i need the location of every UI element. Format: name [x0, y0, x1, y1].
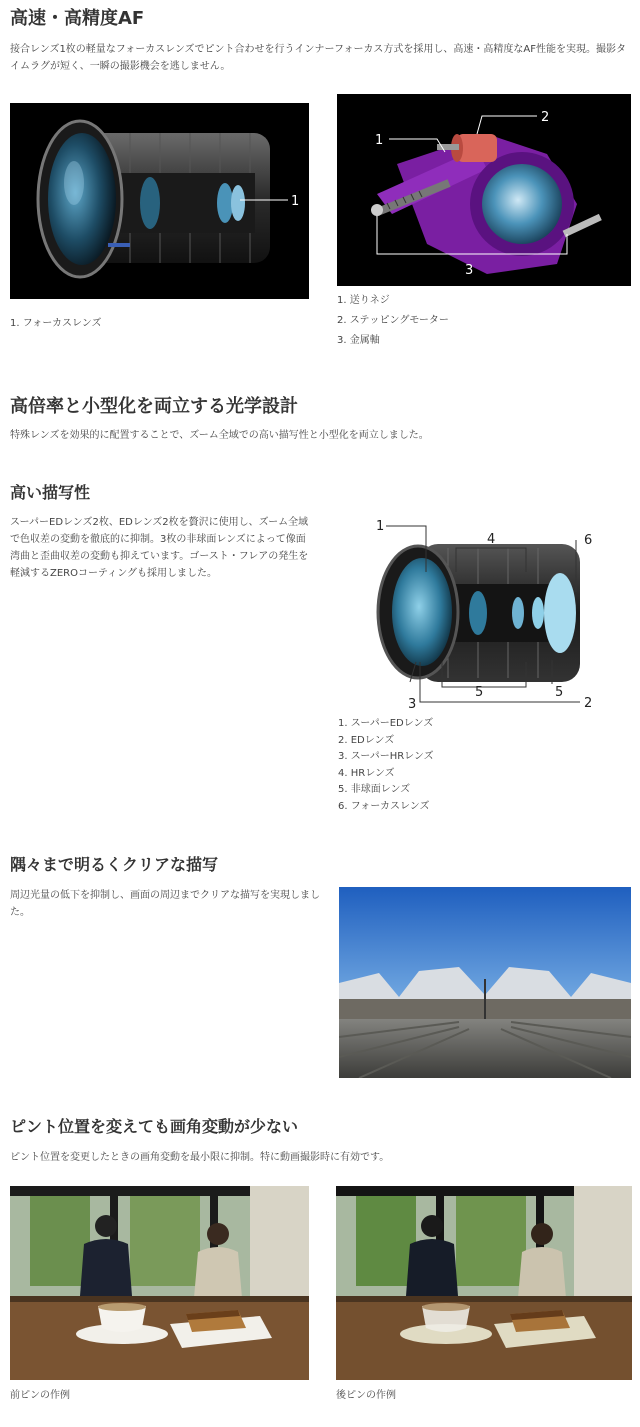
figure2-captions	[337, 292, 449, 349]
optics-caption-2: 2. EDレンズ	[338, 734, 395, 746]
back-focus-sample-photo	[336, 1186, 632, 1380]
section-title-af: 高速・高精度AF	[10, 8, 145, 29]
front-focus-caption: 前ピンの作例	[10, 1390, 70, 1401]
figure2-caption-3: 3. 金属軸	[337, 335, 380, 346]
optics-captions	[338, 716, 434, 816]
optics-callout-3: 3	[408, 697, 417, 712]
section-body-af: 接合レンズ1枚の軽量なフォーカスレンズでピント合わせを行うインナーフォーカス方式を採用し、高速・高精度なAF性能を実現。撮影タイムラグが短く、一瞬の撮影機会を逃しません。	[10, 44, 626, 72]
section-title-rendering: 高い描写性	[10, 483, 91, 502]
figure2-caption-2: 2. ステッピングモーター	[337, 315, 449, 326]
optics-callout-1: 1	[376, 519, 385, 534]
figure2-caption-1: 1. 送りネジ	[337, 295, 390, 306]
section-title-optics: 高倍率と小型化を両立する光学設計	[10, 396, 298, 417]
focus-lens-cutaway-image	[10, 103, 309, 299]
optics-caption-5: 5. 非球面レンズ	[338, 784, 411, 796]
optics-caption-1: 1. スーパーEDレンズ	[338, 718, 434, 729]
front-focus-sample-photo	[10, 1186, 309, 1380]
optical-layout-diagram	[338, 512, 632, 712]
optics-callout-4: 4	[487, 532, 496, 547]
section-title-breathing: ピント位置を変えても画角変動が少ない	[10, 1117, 299, 1136]
figure2-callout-2: 2	[541, 110, 550, 125]
figure2-callout-1: 1	[375, 133, 384, 148]
optics-caption-6: 6. フォーカスレンズ	[338, 800, 430, 812]
optics-callout-6: 6	[584, 533, 593, 548]
section-body-optics: 特殊レンズを効果的に配置することで、ズーム全域での高い描写性と小型化を両立しました。	[10, 430, 429, 441]
back-focus-caption: 後ピンの作例	[336, 1390, 396, 1401]
optics-callout-2: 2	[584, 696, 593, 711]
figure1-caption-1: 1. フォーカスレンズ	[10, 318, 102, 329]
optics-callout-5b: 5	[555, 685, 564, 700]
figure2-callout-3: 3	[465, 263, 474, 278]
section-body-breathing: ピント位置を変更したときの画角変動を最小限に抑制。特に動画撮影時に有効です。	[10, 1152, 390, 1163]
section-title-corner: 隅々まで明るくクリアな描写	[10, 855, 219, 874]
section-body-rendering: スーパーEDレンズ2枚、EDレンズ2枚を贅沢に使用し、ズーム全域で色収差の変動を徹底的に抑制。3枚の非球面レンズによって像面湾曲と歪曲収差の変動も抑えています。ゴースト・フレアの発生を軽減するZEROコーティングも採用しました。	[10, 517, 309, 579]
focus-mechanism-image	[337, 94, 631, 286]
stadium-sample-photo	[339, 887, 631, 1078]
optics-callout-5a: 5	[475, 685, 484, 700]
section-body-corner: 周辺光量の低下を抑制し、画面の周辺までクリアな描写を実現しました。	[10, 890, 320, 918]
optics-caption-3: 3. スーパーHRレンズ	[338, 751, 434, 763]
optics-caption-4: 4. HRレンズ	[338, 767, 395, 779]
figure1-callout-1: 1	[291, 194, 300, 209]
